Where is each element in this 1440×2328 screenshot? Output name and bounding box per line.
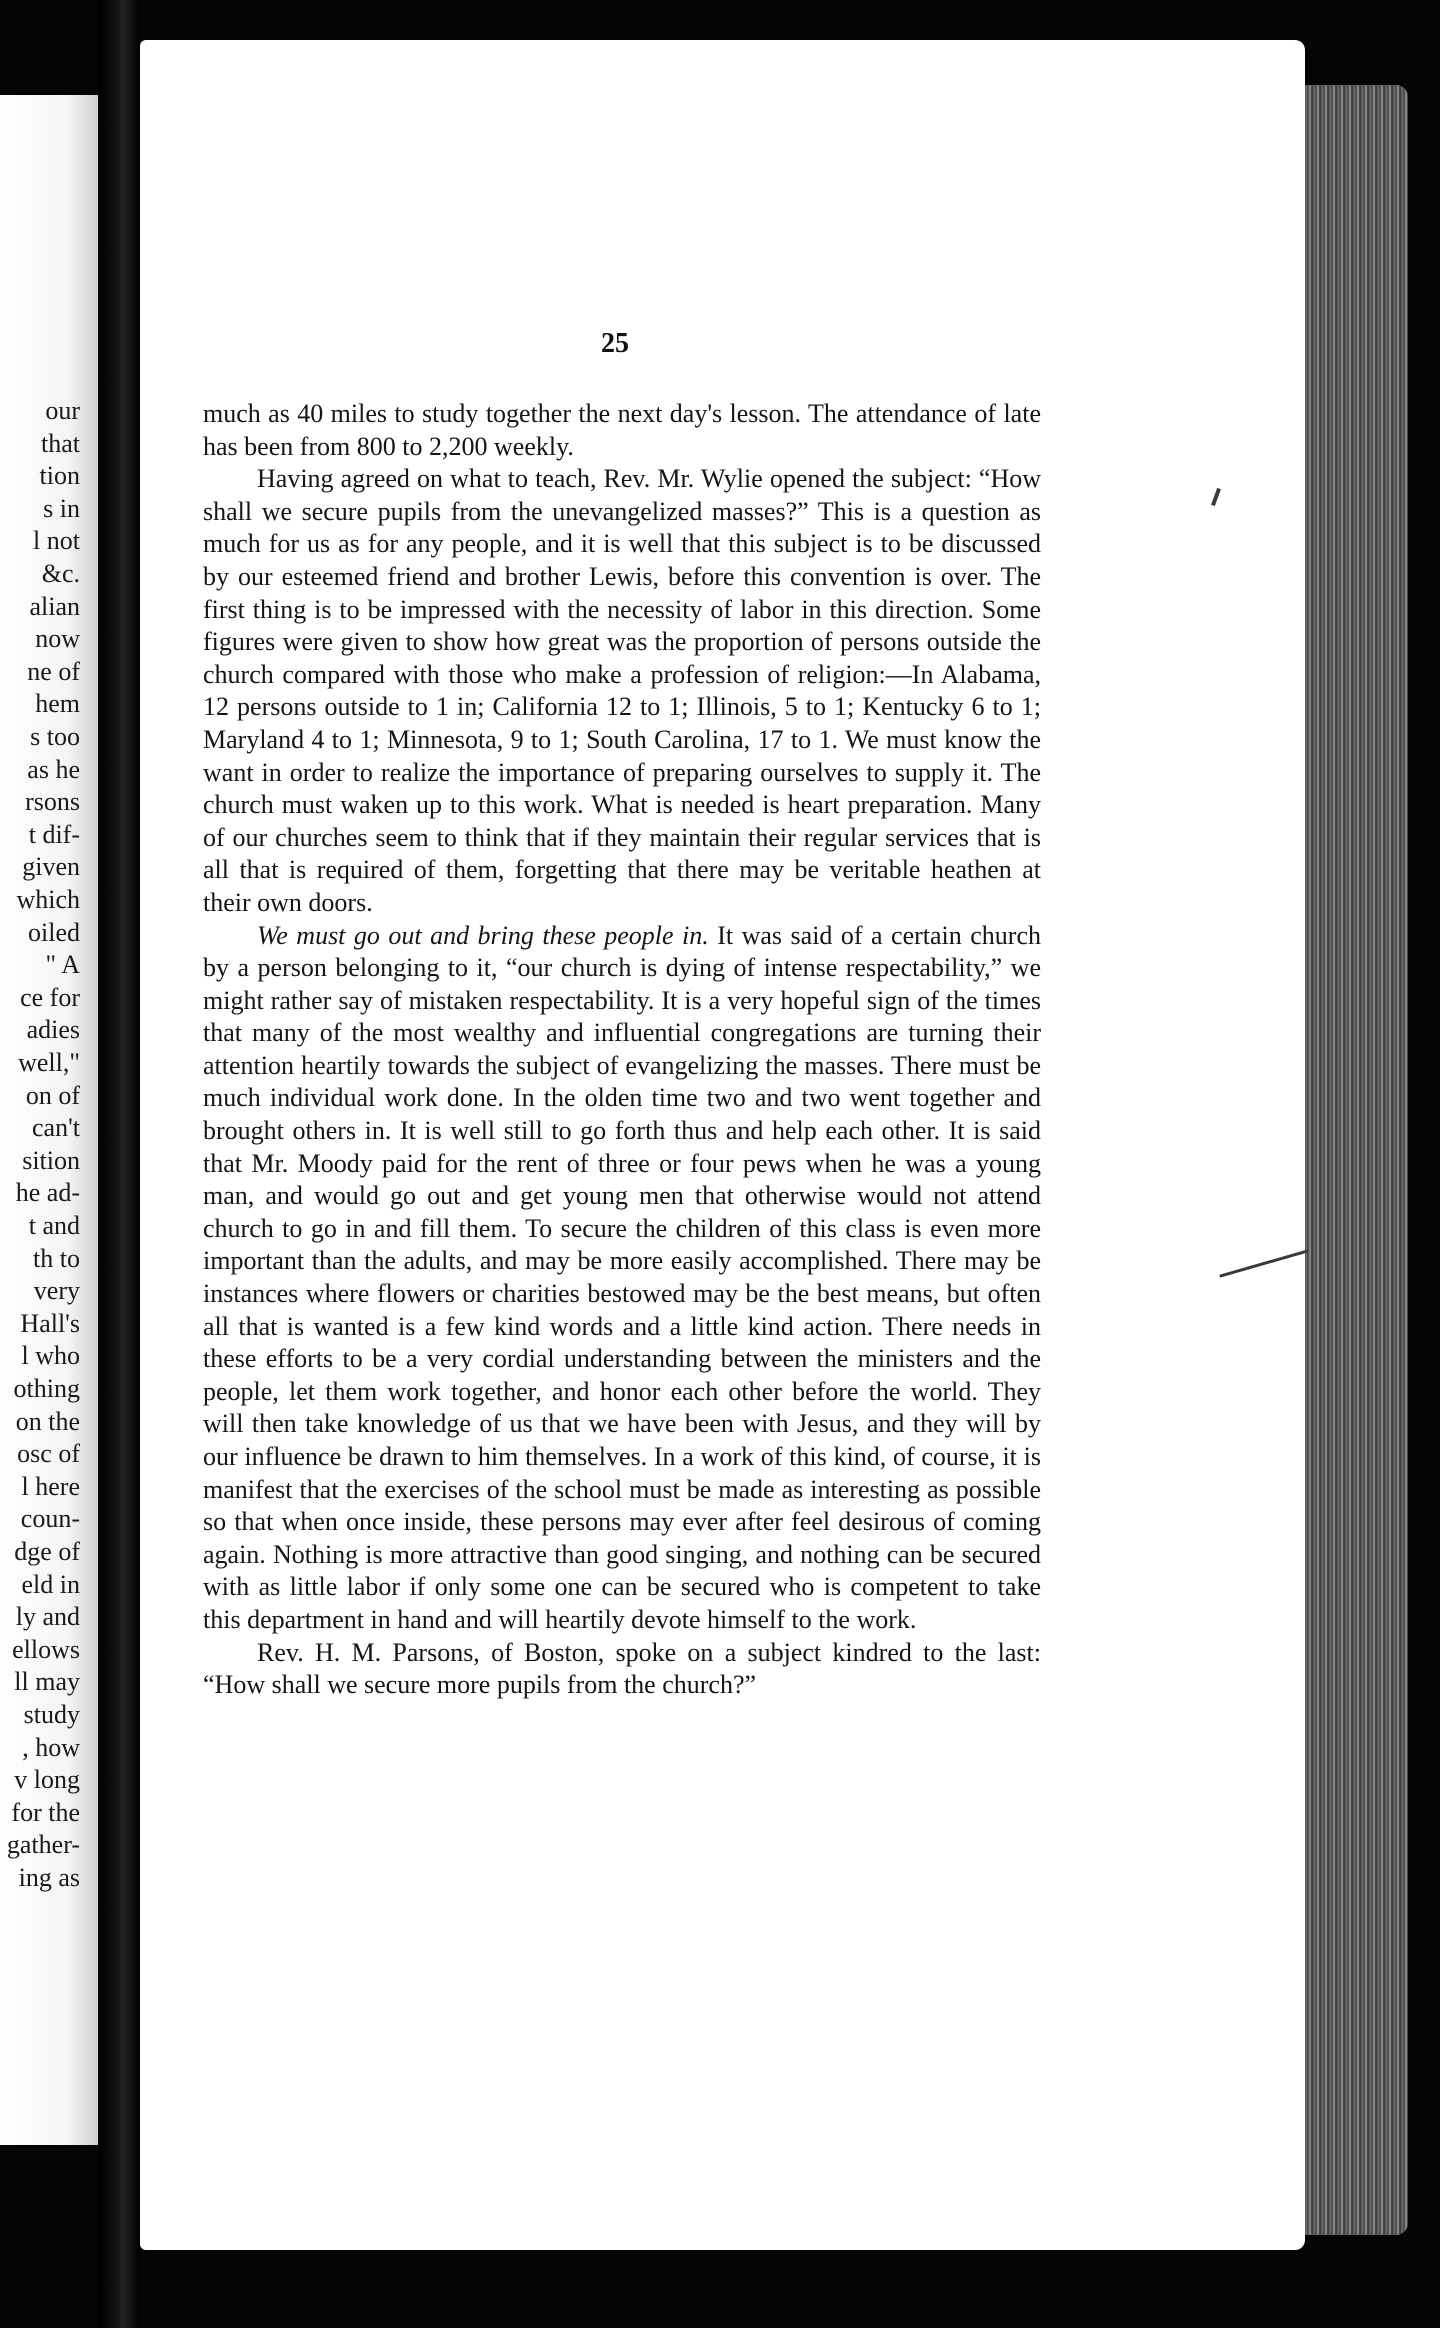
facing-page-line: eld in — [21, 1569, 80, 1599]
facing-page-line: gather- — [6, 1830, 80, 1860]
facing-page-line: th to — [33, 1243, 80, 1273]
paragraph-body: It was said of a certain church by a person belonging to it, “our church is dying of intense respectability,” we might rather say of mistaken respectability. It is a very hopeful sign of the times that many of the most wealthy and influential congregations are turning their attention heartily towards the subject of evangelizing the masses. There must be much individual work done. In the olden time two and two went together and brought others in. It is well still to go forth thus and help each other. It is said that Mr. Moody paid for the rent of three or four pews when he was a young man, and would go out and get young men that otherwise would not attend church to go in and fill them. To secure the children of this class is even more important than the adults, and may be more easily accomplished. There may be instances where flowers or charities bestowed may be the best means, but often all that is wanted is a few kind words and a little kind action. There needs in these efforts to be a very cordial understanding between the ministers and the people, let them work together, and honor each other before the world. They will then take knowledge of us that we have been with Jesus, and they will by our influence be drawn to him themselves. In a work of this kind, of course, it is manifest that the exercises of the school must be made as interesting as possible so that when once inside, these persons may ever after feel desirous of coming again. Nothing is more attractive than good singing, and nothing can be secured with as little labor if only some one can be secured who is competent to take this department in hand and will heartily devote himself to the work. — [203, 920, 1041, 1634]
facing-page-line: osc of — [17, 1439, 80, 1469]
facing-page-line: which — [16, 885, 80, 914]
facing-page-line: very — [33, 1276, 80, 1306]
facing-page-line: ce for — [20, 982, 80, 1012]
facing-page-line: l not — [33, 526, 80, 556]
facing-page-line: ll may — [14, 1667, 80, 1697]
facing-page-line: &c. — [41, 559, 80, 588]
facing-page-line: l who — [21, 1341, 80, 1371]
paragraph: Rev. H. M. Parsons, of Boston, spoke on a subject kindred to the last: “How shall we secure more pupils from the church?” — [203, 1637, 1041, 1700]
facing-page-line: he ad- — [15, 1178, 80, 1208]
book-gutter — [98, 0, 140, 2328]
facing-page-line: that — [41, 428, 80, 458]
facing-page-line: hem — [35, 689, 80, 719]
body-text — [203, 398, 1041, 1702]
facing-page-line: , how — [22, 1732, 80, 1762]
page-number: 25 — [601, 328, 629, 359]
facing-page-line: given — [22, 852, 80, 882]
facing-page-line: alian — [29, 591, 80, 621]
facing-page-line: v long — [14, 1765, 80, 1795]
facing-page-line: tion — [39, 461, 80, 491]
facing-page-line: study — [23, 1700, 80, 1729]
facing-page-line: on of — [25, 1080, 80, 1110]
page-edges — [1290, 85, 1408, 2235]
facing-page-line: for the — [11, 1797, 80, 1827]
facing-page-line: our — [45, 396, 80, 425]
facing-page-line: adies — [26, 1015, 80, 1045]
facing-page-line: t and — [28, 1211, 80, 1240]
paragraph: Having agreed on what to teach, Rev. Mr. Wylie opened the subject: “How shall we secure pupils from the unevangelized masses?” This is a question as much for us as for any people, and it is well that this subject is to be discussed by our esteemed friend and brother Lewis, before this convention is over. The first thing is to be impressed with the necessity of labor in this direction. Some figures were given to show how great was the proportion of persons outside the church compared with those who make a profession of religion:—In Alabama, 12 persons outside to 1 in; California 12 to 1; Illinois, 5 to 1; Kentucky 6 to 1; Maryland 4 to 1; Minnesota, 9 to 1; South Carolina, 17 to 1. We must know the want in order to realize the importance of preparing ourselves to supply it. The church must waken up to this work. What is needed is heart preparation. Many of our churches seem to think that if they maintain their regular services that is all that is required of them, forgetting that there may be veritable heathen at their own doors. — [203, 464, 1041, 917]
facing-page-line: t dif- — [28, 819, 80, 849]
facing-page-line: ly and — [15, 1602, 80, 1632]
facing-page-line: on the — [15, 1406, 80, 1436]
facing-page-line: Hall's — [20, 1308, 80, 1338]
facing-page-line: ne of — [27, 656, 80, 686]
facing-page-line: as he — [27, 754, 80, 784]
facing-page-line: ellows — [12, 1634, 80, 1664]
facing-page-line: ing as — [18, 1863, 80, 1892]
facing-page-fragment — [0, 95, 98, 2145]
paragraph — [203, 920, 1041, 1637]
facing-page-line: now — [35, 624, 80, 654]
italic-lead: We must go out and bring these people in. — [257, 920, 709, 950]
facing-page-line: rsons — [25, 787, 80, 817]
facing-page-line: oiled — [28, 917, 80, 947]
facing-page-line: coun- — [20, 1504, 80, 1534]
facing-page-line: othing — [13, 1374, 80, 1403]
facing-page-line: s too — [30, 722, 80, 751]
paragraph: much as 40 miles to study together the next day's lesson. The attendance of late has been from 800 to 2,200 weekly. — [203, 399, 1041, 461]
facing-page-line: " A — [45, 950, 80, 980]
facing-page-line: well," — [18, 1048, 80, 1077]
facing-page-line: dge of — [14, 1537, 80, 1566]
facing-page-line: sition — [22, 1145, 80, 1175]
facing-page-line: can't — [32, 1113, 80, 1143]
facing-page-line: l here — [21, 1471, 80, 1501]
facing-page-line: s in — [43, 493, 80, 523]
